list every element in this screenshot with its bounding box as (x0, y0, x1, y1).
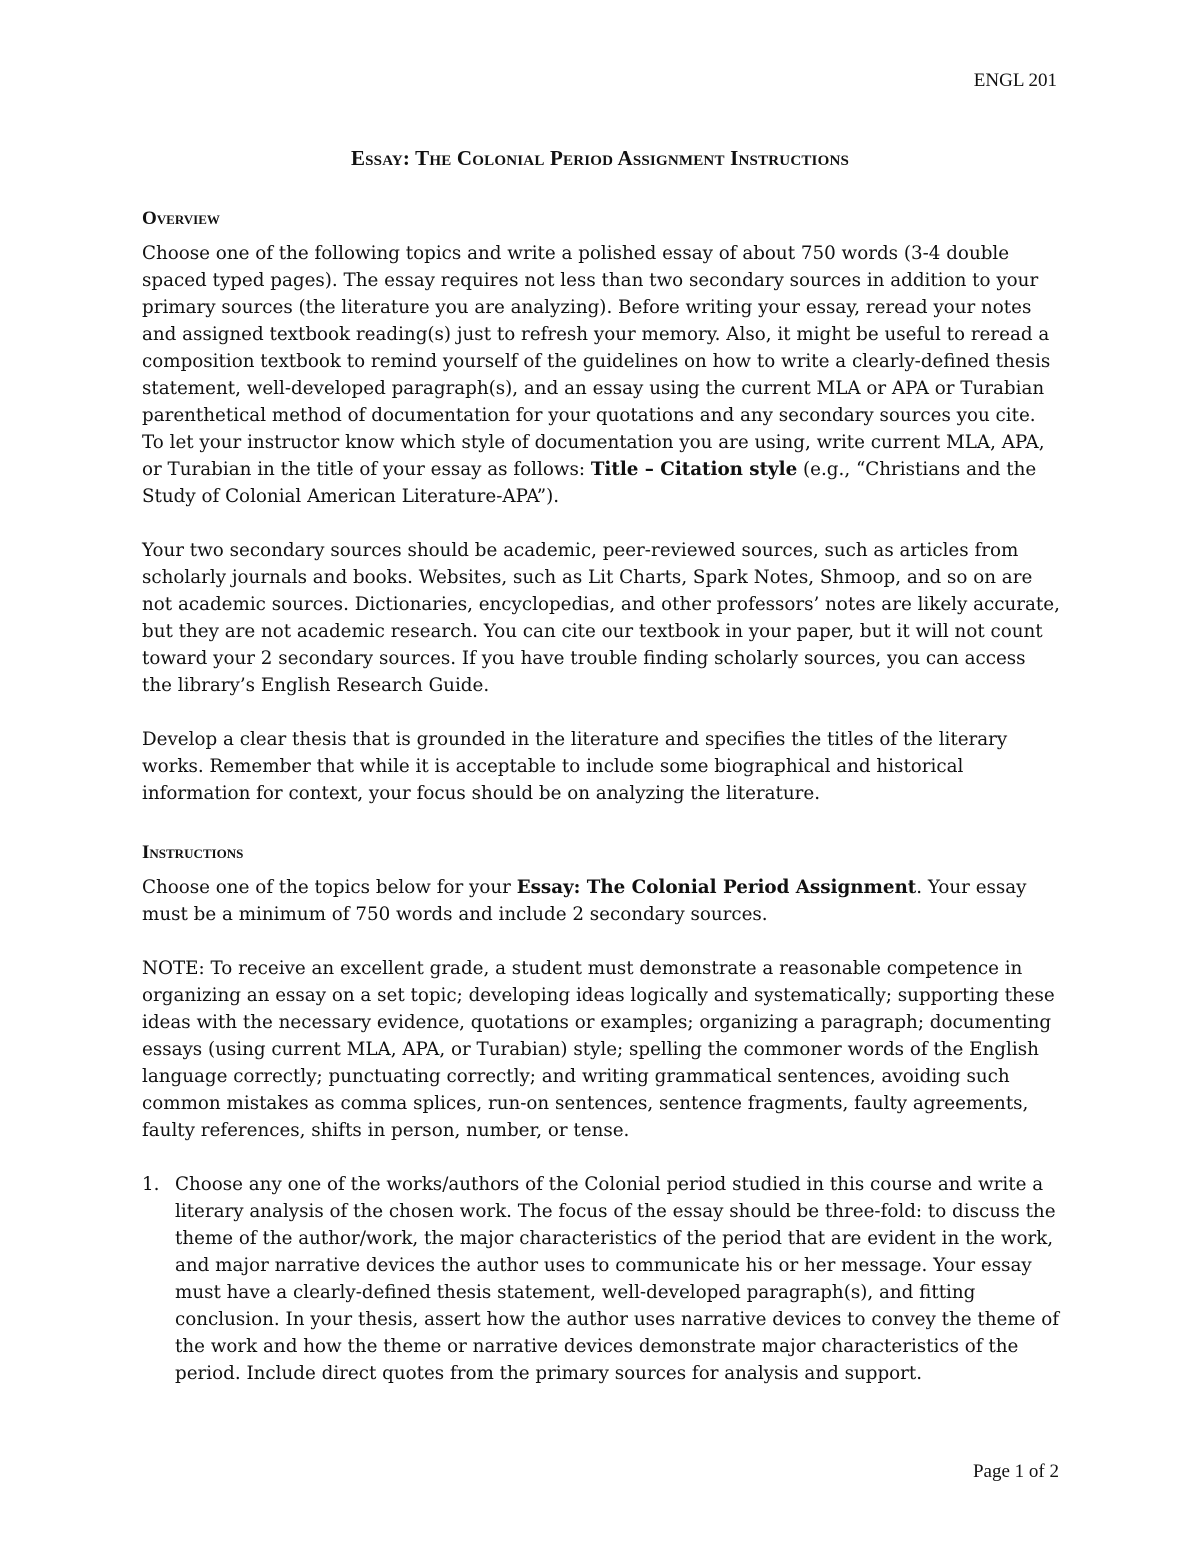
assignment-name: Essay: The Colonial Period Assignment (516, 877, 917, 898)
document-body (142, 205, 1060, 1387)
overview-paragraph-1-text-a: Choose one of the following topics and write a polished essay of about 750 words (3-4 double spaced typed pages). The essay requires not less than two secondary sources in addition to your primary sources (the literature you are analyzing). Before writing your essay, reread your notes and assigned textbook reading(s) just to refresh your memory. Also, it might be useful to reread a composition textbook to remind yourself of the guidelines on how to write a clearly-defined thesis statement, well-developed paragraph(s), and an essay using the current MLA or APA or Turabian parenthetical method of documentation for your quotations and any secondary sources you cite. To let your instructor know which style of documentation you are using, write current MLA, APA, or Turabian in the title of your essay as follows: (142, 243, 1051, 480)
grading-note: NOTE: To receive an excellent grade, a student must demonstrate a reasonable competence in organizing an essay on a set topic; developing ideas logically and systematically; supporting these ideas with the necessary evidence, quotations or examples; organizing a paragraph; documenting essays (using current MLA, APA, or Turabian) style; spelling the commoner words of the English language correctly; punctuating correctly; and writing grammatical sentences, avoiding such common mistakes as comma splices, run-on sentences, sentence fragments, faulty agreements, faulty references, shifts in person, number, or tense. (142, 958, 1055, 1141)
document-title: Essay: The Colonial Period Assignment Instructions (350, 146, 850, 170)
instructions-paragraph-1-text-b: . Your essay must be a minimum of 750 words and include 2 secondary sources. (142, 877, 1027, 925)
instructions-paragraph-1 (142, 874, 1060, 928)
citation-style-format: Title – Citation style (590, 459, 798, 480)
topic-list (142, 1171, 1060, 1387)
instructions-heading: Instructions (142, 842, 244, 863)
list-item-text: Choose any one of the works/authors of the Colonial period studied in this course and write a literary analysis of the chosen work. The focus of the essay should be three-fold: to discuss the theme of the author/work, the major characteristics of the period that are evident in the work, and major narrative devices the author uses to communicate his or her message. Your essay must have a clearly-defined thesis statement, well-developed paragraph(s), and fitting conclusion. In your thesis, assert how the author uses narrative devices to convey the theme of the work and how the theme or narrative devices demonstrate major characteristics of the period. Include direct quotes from the primary sources for analysis and support. (175, 1174, 1060, 1384)
overview-heading: Overview (142, 208, 220, 229)
instructions-paragraph-1-text-a: Choose one of the topics below for your (142, 877, 517, 898)
list-item-number: 1. (142, 1174, 160, 1195)
overview-paragraph-2: Your two secondary sources should be academic, peer-reviewed sources, such as articles from scholarly journals and books. Websites, such as Lit Charts, Spark Notes, Shmoop, and so on are not academic sources. Dictionaries, encyclopedias, and other professors’ notes are likely accurate, but they are not academic research. You can cite our textbook in your paper, but it will not count toward your 2 secondary sources. If you have trouble finding scholarly sources, you can access the library’s English Research Guide. (142, 540, 1060, 696)
page-number: Page 1 of 2 (972, 1461, 1059, 1482)
list-item (142, 1171, 1060, 1387)
course-code: ENGL 201 (973, 70, 1057, 91)
overview-paragraph-1-text-b: (e.g., “Christians and the Study of Colonial American Literature-APA”). (142, 459, 1037, 507)
overview-paragraph-3: Develop a clear thesis that is grounded in the literature and specifies the titles of the literary works. Remember that while it is acceptable to include some biographical and historical information for context, your focus should be on analyzing the literature. (142, 729, 1008, 804)
overview-paragraph-1 (142, 240, 1060, 510)
